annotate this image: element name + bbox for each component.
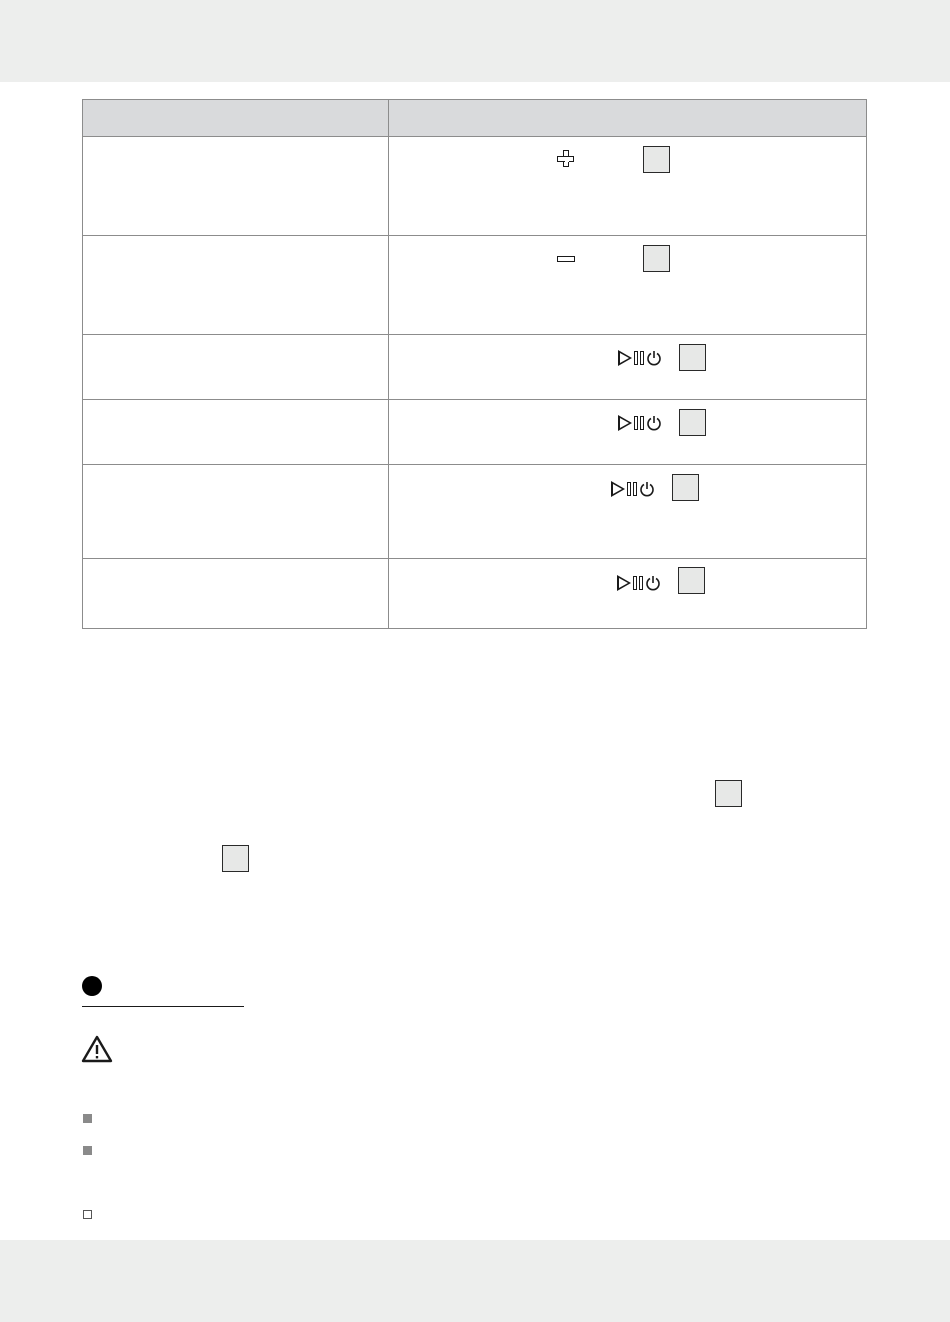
warning-triangle-icon bbox=[81, 1035, 113, 1063]
square-bullet-icon bbox=[83, 1146, 92, 1155]
power-icon bbox=[646, 415, 662, 431]
reference-box bbox=[643, 245, 670, 272]
reference-box bbox=[222, 845, 249, 872]
table-cell bbox=[83, 335, 389, 400]
top-band bbox=[0, 0, 950, 82]
bottom-band bbox=[0, 1240, 950, 1322]
table-cell bbox=[83, 559, 389, 629]
play-pause-power-icon bbox=[618, 413, 662, 433]
reference-box bbox=[672, 474, 699, 501]
minus-icon bbox=[557, 256, 575, 262]
controls-table bbox=[82, 99, 867, 629]
table-cell bbox=[389, 335, 867, 400]
play-pause-power-icon bbox=[611, 479, 655, 499]
table-cell bbox=[83, 236, 389, 335]
table-cell bbox=[83, 137, 389, 236]
table-row bbox=[83, 137, 867, 236]
table-cell bbox=[83, 465, 389, 559]
table-row bbox=[83, 236, 867, 335]
reference-box bbox=[678, 567, 705, 594]
power-icon bbox=[645, 575, 661, 591]
table-cell bbox=[389, 137, 867, 236]
table-cell bbox=[389, 465, 867, 559]
checkbox-icon bbox=[83, 1210, 92, 1219]
table-header-cell-operation bbox=[389, 100, 867, 137]
square-bullet-icon bbox=[83, 1114, 92, 1123]
table-header-cell-function bbox=[83, 100, 389, 137]
table-row bbox=[83, 559, 867, 629]
table-cell bbox=[83, 400, 389, 465]
table-cell bbox=[389, 236, 867, 335]
plus-icon bbox=[557, 150, 575, 168]
table-cell bbox=[389, 400, 867, 465]
power-icon bbox=[646, 350, 662, 366]
table-row bbox=[83, 465, 867, 559]
table-header-row bbox=[83, 100, 867, 137]
table-row bbox=[83, 400, 867, 465]
reference-box bbox=[715, 780, 742, 807]
table-cell bbox=[389, 559, 867, 629]
section-underline bbox=[82, 1006, 244, 1007]
play-pause-power-icon bbox=[617, 573, 661, 593]
reference-box bbox=[679, 344, 706, 371]
table-row bbox=[83, 335, 867, 400]
reference-box bbox=[643, 146, 670, 173]
black-dot-icon bbox=[82, 976, 102, 996]
reference-box bbox=[679, 409, 706, 436]
play-pause-power-icon bbox=[618, 348, 662, 368]
power-icon bbox=[639, 481, 655, 497]
